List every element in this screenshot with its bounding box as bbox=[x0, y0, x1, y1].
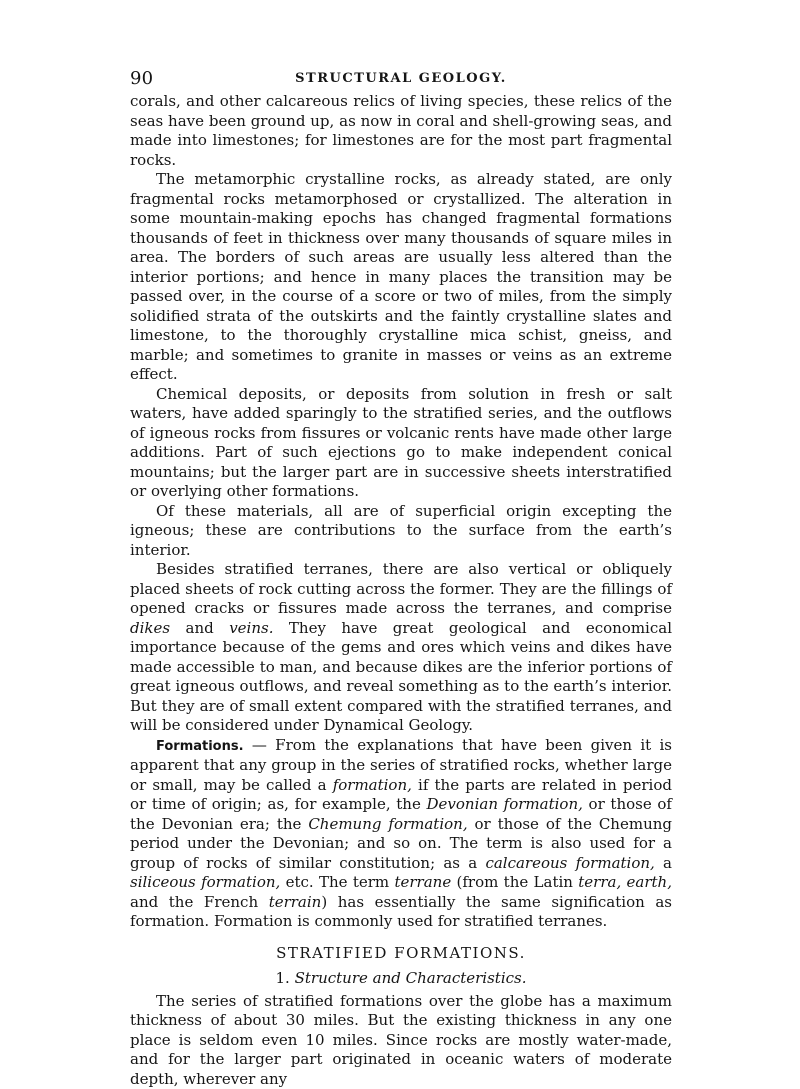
terra-earth-term: terra, earth, bbox=[578, 873, 672, 891]
formations-run-in-heading: Formations. bbox=[156, 739, 244, 754]
dikes-veins-connector: and bbox=[170, 619, 229, 637]
dikes-veins-text-start: Besides stratified terranes, there are also vertical or obliquely placed sheets of rock cutting across the former. They are the fillings of opened cracks or fissures made across the terranes, and comprise bbox=[130, 560, 672, 617]
paragraph-superficial-origin: Of these materials, all are of superficial origin excepting the igneous; these are contributions to the surface from the earth’s interior. bbox=[130, 502, 672, 561]
calcareous-formation-term: calcareous formation, bbox=[485, 854, 654, 872]
page-number: 90 bbox=[130, 66, 153, 92]
paragraph-formations bbox=[130, 736, 672, 932]
formations-text-part-7: (from the Latin bbox=[451, 873, 578, 891]
formations-text-part-3: or those of the Devonian era; the bbox=[130, 795, 672, 833]
formations-text-part-1: — From the explanations that have been given it is apparent that any group in the series of stratified rocks, whether large or small, may be called a bbox=[130, 736, 672, 794]
veins-term: veins. bbox=[229, 619, 273, 637]
chemung-formation-term: Chemung formation, bbox=[308, 815, 467, 833]
terrane-term: terrane bbox=[394, 873, 451, 891]
formations-text-part-8: and the French bbox=[130, 893, 269, 911]
siliceous-formation-term: siliceous formation, bbox=[130, 873, 280, 891]
formation-term: formation, bbox=[333, 776, 412, 794]
formations-text-part-6: etc. The term bbox=[280, 873, 394, 891]
formations-text-part-5: a bbox=[655, 854, 672, 872]
devonian-formation-term: Devonian formation, bbox=[427, 795, 583, 813]
dikes-term: dikes bbox=[130, 619, 170, 637]
subsection-heading-structure bbox=[130, 969, 672, 988]
dikes-veins-text-end: They have great geological and economical importance because of the gems and ores which veins and dikes have made accessible to man, and because dikes are the inferior portions of great igneous outflows, and reveal something as to the earth’s interior. But they are of small extent compared with the stratified terranes, and will be considered under Dynamical Geology. bbox=[130, 619, 672, 735]
subsection-title: Structure and Characteristics. bbox=[295, 969, 527, 987]
paragraph-dikes-veins bbox=[130, 560, 672, 736]
subsection-number: 1. bbox=[276, 969, 290, 987]
book-page bbox=[130, 66, 672, 1089]
terrain-term: terrain bbox=[269, 893, 322, 911]
formations-text-part-9: ) has essentially the same signification as formation. Formation is commonly used for stratified terranes. bbox=[130, 893, 672, 931]
paragraph-chemical-deposits: Chemical deposits, or deposits from solution in fresh or salt waters, have added sparingly to the stratified series, and the outflows of igneous rocks from fissures or volcanic rents have made other large additions. Part of such ejections go to make independent conical mountains; but the larger part are in successive sheets interstratified or overlying other formations. bbox=[130, 385, 672, 502]
running-header bbox=[130, 66, 672, 92]
formations-text-part-4: or those of the Chemung period under the Devonian; and so on. The term is also used for a group of rocks of similar constitution; as a bbox=[130, 815, 672, 872]
paragraph-metamorphic-rocks: The metamorphic crystalline rocks, as already stated, are only fragmental rocks metamorphosed or crystallized. The alteration in some mountain-making epochs has changed fragmental formations thousands of feet in thickness over many thousands of square miles in area. The borders of such areas are usually less altered than the interior portions; and hence in many places the transition may be passed over, in the course of a score or two of miles, from the simply solidified strata of the outskirts and the faintly crystalline slates and limestone, to the thoroughly crystalline mica schist, gneiss, and marble; and sometimes to granite in masses or veins as an extreme effect. bbox=[130, 170, 672, 385]
paragraph-stratified-thickness: The series of stratified formations over the globe has a maximum thickness of about 30 miles. But the existing thickness in any one place is seldom even 10 miles. Since rocks are mostly water-made, and for the larger part originated in oceanic waters of moderate depth, wherever any bbox=[130, 992, 672, 1089]
formations-text-part-2: if the parts are related in period or time of origin; as, for example, the bbox=[130, 776, 672, 814]
section-heading-stratified-formations: STRATIFIED FORMATIONS. bbox=[130, 944, 672, 963]
paragraph-corals: corals, and other calcareous relics of living species, these relics of the seas have been ground up, as now in coral and shell-growing seas, and made into limestones; for limestones are for the most part fragmental rocks. bbox=[130, 92, 672, 170]
running-title: STRUCTURAL GEOLOGY. bbox=[130, 66, 672, 92]
